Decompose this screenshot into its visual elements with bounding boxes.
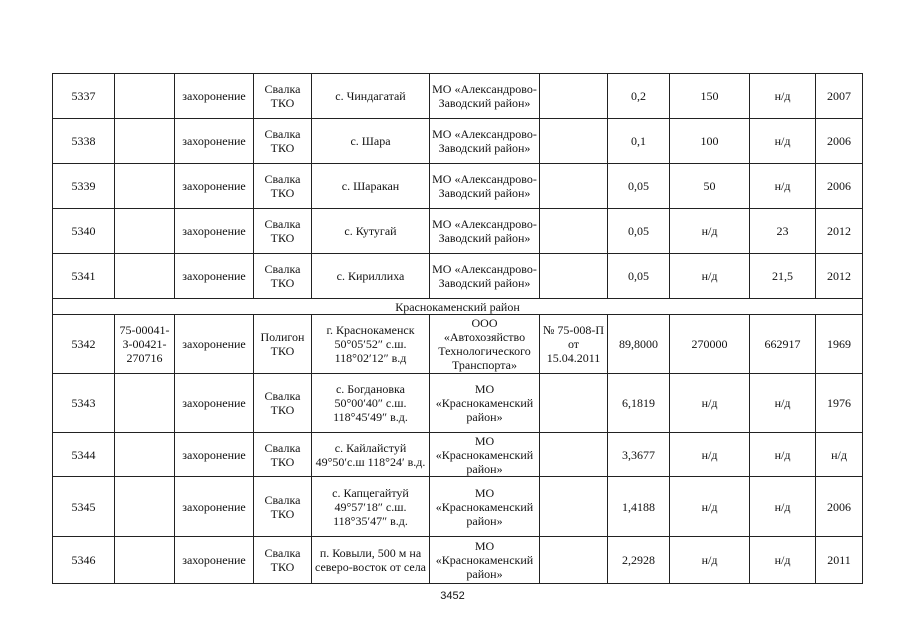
purpose-cell: захоронение — [175, 74, 254, 119]
table-row — [53, 119, 863, 164]
owner-cell: МО «Краснокаменский район» — [430, 537, 540, 584]
location-cell: с. Чиндагатай — [312, 74, 430, 119]
registry-code — [115, 254, 175, 299]
row-number: 5337 — [53, 74, 115, 119]
owner-cell: МО «Краснокаменский район» — [430, 374, 540, 433]
object-type: Свалка ТКО — [254, 209, 312, 254]
object-type: Свалка ТКО — [254, 119, 312, 164]
table-row — [53, 164, 863, 209]
owner-cell: МО «Александрово-Заводский район» — [430, 119, 540, 164]
owner-cell: МО «Александрово-Заводский район» — [430, 209, 540, 254]
capacity-cell: н/д — [670, 477, 750, 537]
row-number: 5341 — [53, 254, 115, 299]
year-cell: 2012 — [816, 209, 863, 254]
area-cell: 0,05 — [608, 254, 670, 299]
year-cell: 2006 — [816, 164, 863, 209]
year-cell: 2006 — [816, 119, 863, 164]
license-cell — [540, 164, 608, 209]
year-cell: 2011 — [816, 537, 863, 584]
license-cell — [540, 254, 608, 299]
table-row — [53, 477, 863, 537]
object-type: Полигон ТКО — [254, 315, 312, 374]
table-row — [53, 537, 863, 584]
license-cell — [540, 433, 608, 477]
area-cell: 3,3677 — [608, 433, 670, 477]
registry-code: 75-00041-З-00421-270716 — [115, 315, 175, 374]
object-type: Свалка ТКО — [254, 374, 312, 433]
purpose-cell: захоронение — [175, 254, 254, 299]
location-cell: с. Кайлайстуй 49°50′с.ш 118°24′ в.д. — [312, 433, 430, 477]
row-number: 5340 — [53, 209, 115, 254]
capacity-cell: н/д — [670, 433, 750, 477]
row-number: 5344 — [53, 433, 115, 477]
row-number: 5343 — [53, 374, 115, 433]
row-number: 5338 — [53, 119, 115, 164]
license-cell — [540, 477, 608, 537]
volume-cell: н/д — [750, 164, 816, 209]
volume-cell: 21,5 — [750, 254, 816, 299]
registry-code — [115, 477, 175, 537]
table-row — [53, 433, 863, 477]
volume-cell: н/д — [750, 374, 816, 433]
capacity-cell: н/д — [670, 254, 750, 299]
volume-cell: 23 — [750, 209, 816, 254]
row-number: 5342 — [53, 315, 115, 374]
registry-code — [115, 374, 175, 433]
row-number: 5346 — [53, 537, 115, 584]
location-cell: с. Шара — [312, 119, 430, 164]
volume-cell: н/д — [750, 477, 816, 537]
license-cell — [540, 119, 608, 164]
location-cell: с. Кириллиха — [312, 254, 430, 299]
license-cell — [540, 374, 608, 433]
year-cell: 1969 — [816, 315, 863, 374]
purpose-cell: захоронение — [175, 477, 254, 537]
table-row — [53, 209, 863, 254]
license-cell — [540, 209, 608, 254]
capacity-cell: н/д — [670, 209, 750, 254]
area-cell: 0,05 — [608, 209, 670, 254]
owner-cell: МО «Александрово-Заводский район» — [430, 164, 540, 209]
owner-cell: МО «Краснокаменский район» — [430, 477, 540, 537]
owner-cell: МО «Краснокаменский район» — [430, 433, 540, 477]
registry-code — [115, 164, 175, 209]
year-cell: 2006 — [816, 477, 863, 537]
capacity-cell: н/д — [670, 374, 750, 433]
object-type: Свалка ТКО — [254, 164, 312, 209]
waste-sites-table — [52, 73, 863, 584]
object-type: Свалка ТКО — [254, 433, 312, 477]
row-number: 5345 — [53, 477, 115, 537]
year-cell: 1976 — [816, 374, 863, 433]
registry-code — [115, 537, 175, 584]
purpose-cell: захоронение — [175, 315, 254, 374]
volume-cell: н/д — [750, 537, 816, 584]
area-cell: 1,4188 — [608, 477, 670, 537]
capacity-cell: 100 — [670, 119, 750, 164]
owner-cell: МО «Александрово-Заводский район» — [430, 74, 540, 119]
purpose-cell: захоронение — [175, 119, 254, 164]
capacity-cell: н/д — [670, 537, 750, 584]
location-cell: с. Шаракан — [312, 164, 430, 209]
capacity-cell: 270000 — [670, 315, 750, 374]
license-cell — [540, 74, 608, 119]
area-cell: 0,1 — [608, 119, 670, 164]
table-row — [53, 374, 863, 433]
owner-cell: МО «Александрово-Заводский район» — [430, 254, 540, 299]
section-row — [53, 299, 863, 315]
registry-code — [115, 209, 175, 254]
purpose-cell: захоронение — [175, 209, 254, 254]
object-type: Свалка ТКО — [254, 74, 312, 119]
location-cell: г. Краснокаменск 50°05′52″ с.ш. 118°02′12″ в.д — [312, 315, 430, 374]
area-cell: 89,8000 — [608, 315, 670, 374]
object-type: Свалка ТКО — [254, 477, 312, 537]
purpose-cell: захоронение — [175, 537, 254, 584]
owner-cell: ООО «Автохозяйство Технологического Транспорта» — [430, 315, 540, 374]
area-cell: 0,05 — [608, 164, 670, 209]
page-number: 3452 — [440, 590, 465, 602]
license-cell: № 75-008-П от 15.04.2011 — [540, 315, 608, 374]
table-row — [53, 254, 863, 299]
volume-cell: н/д — [750, 119, 816, 164]
object-type: Свалка ТКО — [254, 254, 312, 299]
location-cell: с. Богдановка 50°00′40″ с.ш. 118°45′49″ в.д. — [312, 374, 430, 433]
location-cell: п. Ковыли, 500 м на северо-восток от села — [312, 537, 430, 584]
registry-code — [115, 433, 175, 477]
section-title: Краснокаменский район — [53, 299, 863, 315]
area-cell: 2,2928 — [608, 537, 670, 584]
volume-cell: 662917 — [750, 315, 816, 374]
location-cell: с. Кутугай — [312, 209, 430, 254]
capacity-cell: 50 — [670, 164, 750, 209]
area-cell: 6,1819 — [608, 374, 670, 433]
year-cell: н/д — [816, 433, 863, 477]
area-cell: 0,2 — [608, 74, 670, 119]
year-cell: 2007 — [816, 74, 863, 119]
row-number: 5339 — [53, 164, 115, 209]
registry-code — [115, 119, 175, 164]
registry-code — [115, 74, 175, 119]
year-cell: 2012 — [816, 254, 863, 299]
purpose-cell: захоронение — [175, 433, 254, 477]
volume-cell: н/д — [750, 433, 816, 477]
table-row — [53, 315, 863, 374]
object-type: Свалка ТКО — [254, 537, 312, 584]
license-cell — [540, 537, 608, 584]
capacity-cell: 150 — [670, 74, 750, 119]
purpose-cell: захоронение — [175, 164, 254, 209]
location-cell: с. Капцегайтуй 49°57′18″ с.ш. 118°35′47″ в.д. — [312, 477, 430, 537]
purpose-cell: захоронение — [175, 374, 254, 433]
volume-cell: н/д — [750, 74, 816, 119]
table-row — [53, 74, 863, 119]
